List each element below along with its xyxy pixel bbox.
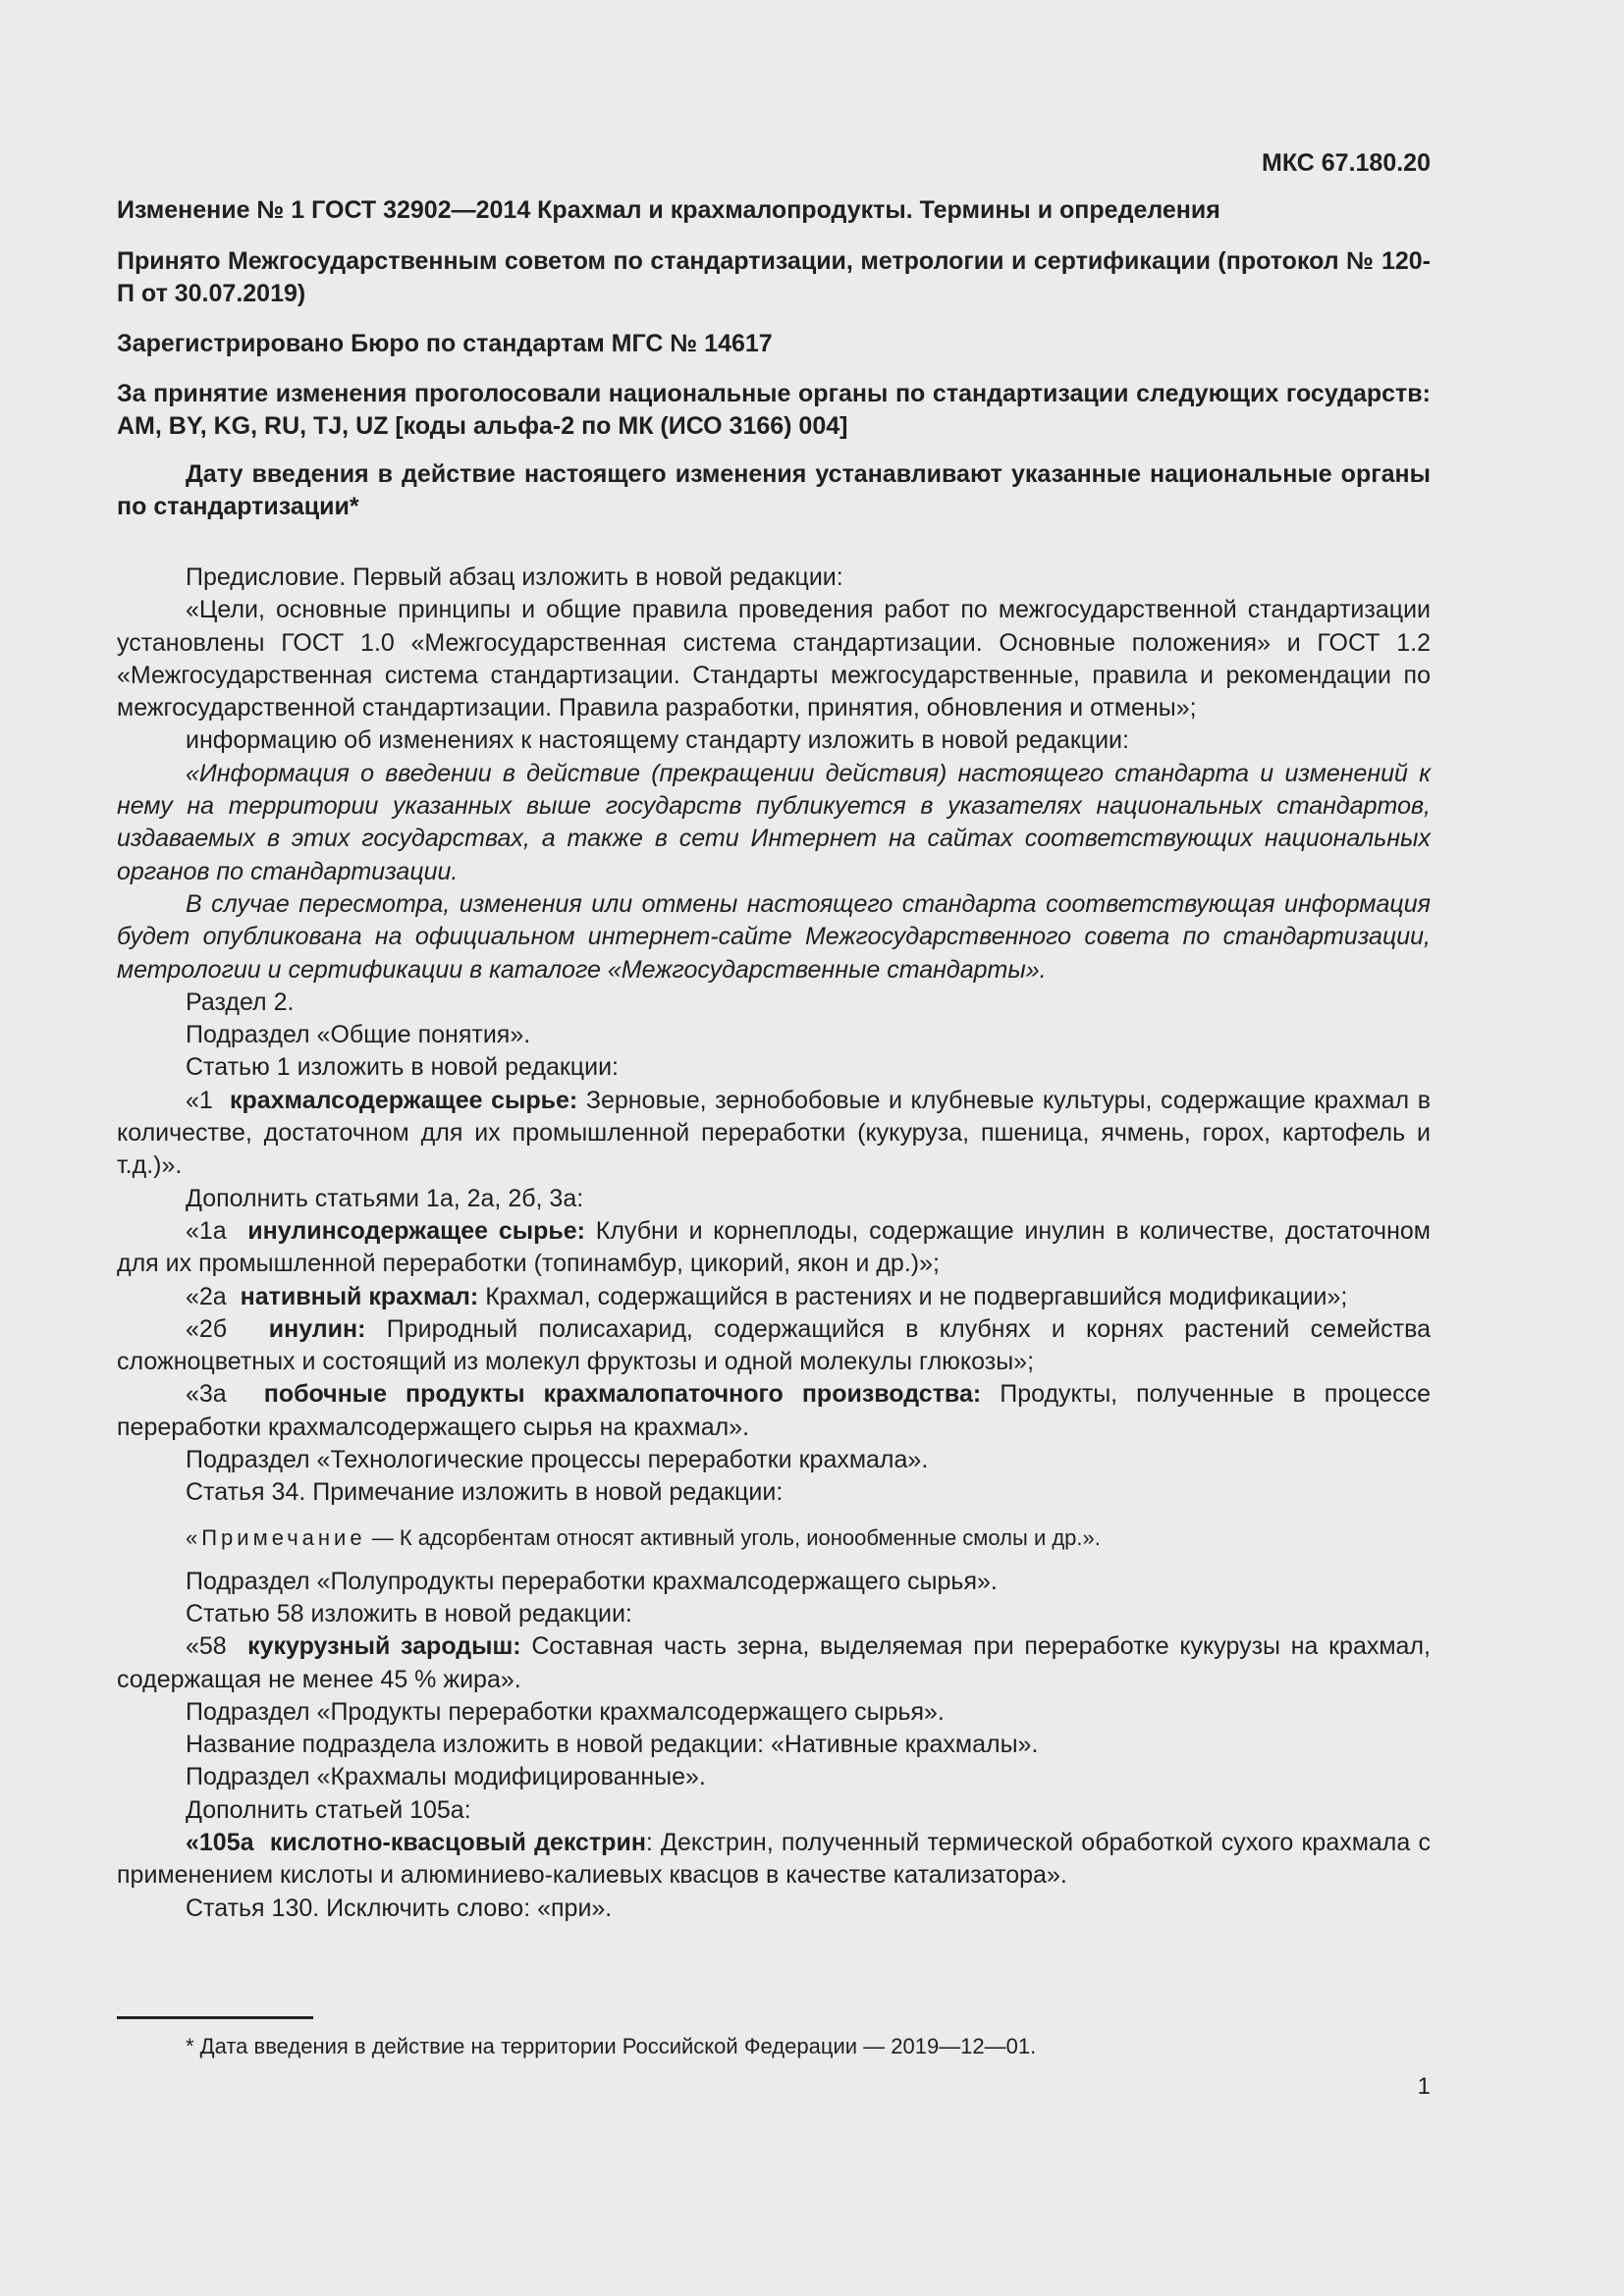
paragraph: Статья 34. Примечание изложить в новой редакции: (186, 1478, 784, 1507)
term-name: крахмалсодержащее сырье: (229, 1086, 578, 1114)
amendment-title: Изменение № 1 ГОСТ 32902—2014 Крахмал и крахмалопродукты. Термины и определения (117, 196, 1220, 224)
term-number: «3а (186, 1380, 227, 1409)
paragraph: «Цели, основные принципы и общие правила проведения работ по межгосударственной стандартизации установлены ГОСТ 1.0 «Межгосударственная система стандартизации. Основные положения» и ГОСТ 1.2 «Межгосударственная система стандартизации. Стандарты межгосударственные, правила и рекомендации по межгосударственной стандартизации. Правила разработки, принятия, обновления и отмены»; (117, 596, 1431, 722)
term-entry (117, 1313, 1431, 1379)
paragraph: Раздел 2. (186, 988, 295, 1016)
term-number: «58 (186, 1632, 227, 1661)
term-entry (117, 1215, 1431, 1281)
paragraph: Статью 58 изложить в новой редакции: (186, 1599, 632, 1628)
term-number: «1а (186, 1216, 227, 1245)
effective-date-statement: Дату введения в действие настоящего изменения устанавливают указанные национальные органы по стандартизации* (117, 460, 1431, 520)
paragraph: Подраздел «Продукты переработки крахмалсодержащего сырья». (186, 1697, 945, 1726)
registered-statement: Зарегистрировано Бюро по стандартам МГС № 14617 (117, 330, 773, 357)
paragraph: Название подраздела изложить в новой редакции: «Нативные крахмалы». (186, 1731, 1039, 1759)
adopted-statement: Принято Межгосударственным советом по стандартизации, метрологии и сертификации (протокол № 120-П от 30.07.2019) (117, 247, 1431, 307)
term-definition: Составная часть зерна, выделяемая при переработке кукурузы на крахмал, содержащая не менее 45 % жира». (117, 1632, 1431, 1693)
note-text: — К адсорбентам относят активный уголь, ионообменные смолы и др.». (371, 1524, 1101, 1550)
term-definition: Зерновые, зернобобовые и клубневые культуры, содержащие крахмал в количестве, достаточном для их промышленной переработки (кукуруза, пшеница, ячмень, горох, картофель и т.д.)». (117, 1086, 1431, 1180)
paragraph-italic: «Информация о введении в действие (прекращении действия) настоящего стандарта и изменений к нему на территории указанных выше государств публикуется в указателях национальных стандартов, издаваемых в этих государствах, а также в сети Интернет на сайтах соответствующих национальных органов по стандартизации. (117, 759, 1431, 885)
footnote-separator (117, 2016, 313, 2019)
term-entry (117, 1281, 1431, 1313)
term-number: «105а (186, 1828, 254, 1856)
voted-statement: За принятие изменения проголосовали национальные органы по стандартизации следующих государств: AM, BY, KG, RU, TJ, UZ [коды альфа-2 по МК (ИСО 3166) 004] (117, 380, 1431, 440)
term-name: кукурузный зародыш: (247, 1632, 521, 1661)
mks-code: МКС 67.180.20 (1262, 149, 1431, 177)
term-name: нативный крахмал: (240, 1282, 479, 1310)
term-name: инулин: (268, 1314, 366, 1343)
paragraph: Статью 1 изложить в новой редакции: (186, 1053, 619, 1082)
term-name: кислотно-квасцовый декстрин (269, 1828, 646, 1856)
paragraph: Подраздел «Общие понятия». (186, 1021, 531, 1049)
term-entry (117, 1085, 1431, 1183)
note-paragraph (117, 1522, 1431, 1554)
paragraph-italic: В случае пересмотра, изменения или отмены настоящего стандарта соответствующая информация будет опубликована на официальном интернет-сайте Межгосударственного совета по стандартизации, метрологии и сертификации в каталоге «Межгосударственные стандарты». (117, 889, 1431, 984)
term-entry (117, 1827, 1431, 1893)
paragraph: Дополнить статьей 105а: (186, 1795, 471, 1824)
paragraph: Подраздел «Полупродукты переработки крахмалсодержащего сырья». (186, 1567, 998, 1595)
page-number: 1 (1417, 2073, 1431, 2100)
term-definition: : Декстрин, полученный термической обработкой сухого крахмала с применением кислоты и алюминиево-калиевых квасцов в качестве катализатора». (117, 1828, 1431, 1890)
paragraph: Дополнить статьями 1а, 2а, 2б, 3а: (186, 1184, 584, 1212)
paragraph: Предисловие. Первый абзац изложить в новой редакции: (186, 563, 843, 591)
amendment-body (117, 561, 1431, 1925)
paragraph: Статья 130. Исключить слово: «при». (186, 1894, 613, 1922)
term-definition: Природный полисахарид, содержащийся в клубнях и корнях растений семейства сложноцветных и состоящий из молекул фруктозы и одной молекулы глюкозы»; (117, 1314, 1431, 1376)
note-label: «Примечание (186, 1524, 366, 1550)
term-definition: Крахмал, содержащийся в растениях и не подвергавшийся модификации»; (485, 1282, 1348, 1310)
paragraph: информацию об изменениях к настоящему стандарту изложить в новой редакции: (186, 726, 1129, 755)
term-entry (117, 1378, 1431, 1444)
term-definition: Продукты, полученные в процессе переработки крахмалсодержащего сырья на крахмал». (117, 1380, 1431, 1441)
paragraph: Подраздел «Крахмалы модифицированные». (186, 1763, 706, 1791)
term-name: инулинсодержащее сырье: (247, 1216, 585, 1245)
term-name: побочные продукты крахмалопаточного производства: (263, 1380, 982, 1409)
footnote: * Дата введения в действие на территории Российской Федерации — 2019—12—01. (186, 2034, 1037, 2058)
paragraph: Подраздел «Технологические процессы переработки крахмала». (186, 1446, 929, 1474)
term-number: «2а (186, 1282, 227, 1310)
term-entry (117, 1630, 1431, 1696)
term-number: «1 (186, 1086, 213, 1114)
term-number: «2б (186, 1314, 228, 1343)
term-definition: Клубни и корнеплоды, содержащие инулин в количестве, достаточном для их промышленной переработки (топинамбур, цикорий, якон и др.)»; (117, 1216, 1431, 1278)
